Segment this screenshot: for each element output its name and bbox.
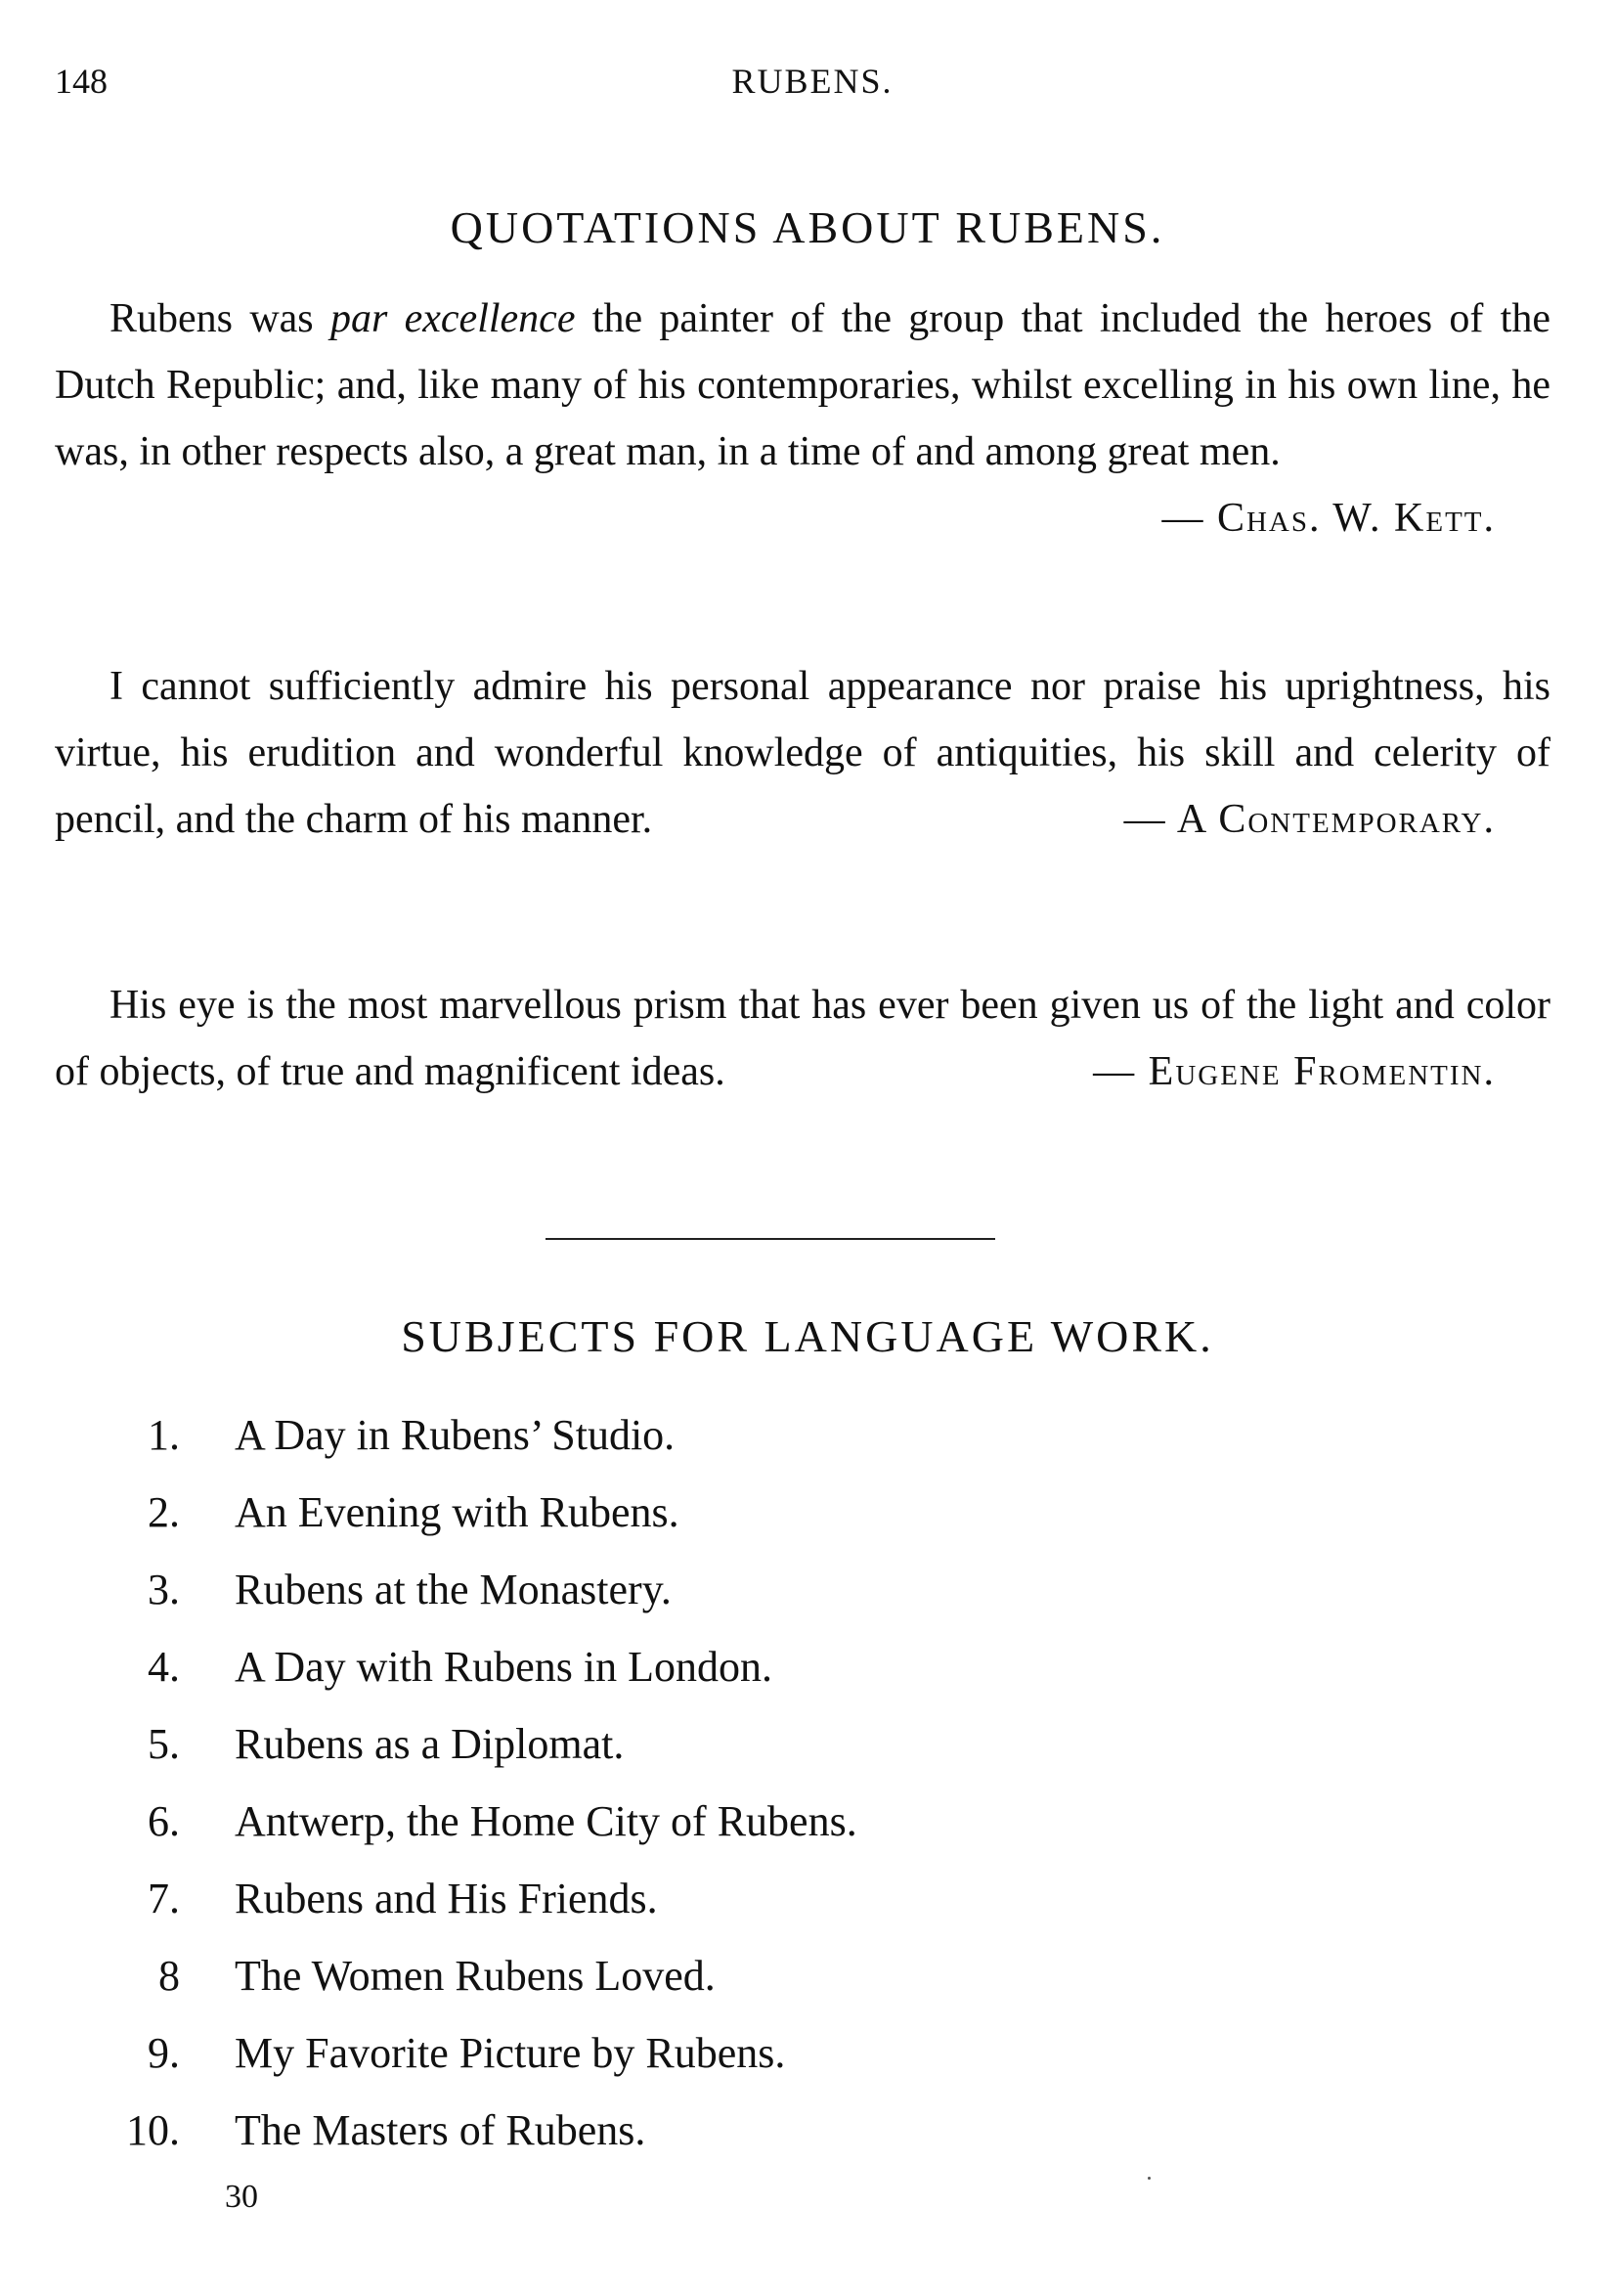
subject-item [0,1937,1615,2014]
subject-number: 3. [148,1566,180,1613]
quote-kett-text-after: the painter of the group that included the heroes of the Dutch Republic; and, like many of his contemporaries, whilst excelling in his own line, he was, in other respects also, a great man, in a time of and among great men. [55,296,1550,474]
quote-fromentin-author: — Eugene Fromentin. [1093,1049,1496,1094]
signature-mark: 30 [225,2179,258,2215]
subject-text: A Day with Rubens in London. [235,1643,772,1691]
subject-number: 7. [148,1875,180,1922]
subject-item [0,1628,1615,1705]
subject-number: 10. [126,2106,180,2154]
quote-kett-text-before: Rubens was [109,296,330,341]
running-title: RUBENS. [731,62,894,101]
subject-text: Rubens as a Diplomat. [235,1720,625,1768]
page-number: 148 [55,62,108,101]
subject-item [0,1860,1615,1937]
quote-kett-author: — Chas. W. Kett. [1161,496,1496,541]
subject-number: 8 [158,1952,180,2000]
subject-item [0,1474,1615,1551]
subject-number: 4. [148,1643,180,1691]
subjects-list [0,1396,1615,2169]
subject-text: An Evening with Rubens. [235,1488,679,1536]
print-speck [1148,2177,1151,2180]
subject-number: 1. [148,1411,180,1459]
section-divider [546,1238,995,1240]
subject-item [0,2014,1615,2092]
quote-kett-emphasis: par excellence [329,296,576,341]
subject-item [0,1551,1615,1628]
running-head [55,61,1550,110]
subject-number: 5. [148,1720,180,1768]
subject-number: 6. [148,1797,180,1845]
subject-text: Antwerp, the Home City of Rubens. [235,1797,857,1845]
quote-contemporary-author: — A Contemporary. [1123,797,1496,842]
subject-text: The Masters of Rubens. [235,2106,646,2154]
subject-item [0,1783,1615,1860]
subject-text: Rubens at the Monastery. [235,1566,672,1613]
subject-item [0,2092,1615,2169]
subject-item [0,1396,1615,1474]
quote-contemporary-text: I cannot sufficiently admire his personal appearance nor praise his uprightness, his virtue, his erudition and wonderful knowledge of antiquities, his skill and celerity of pencil, and the charm of his manner. [55,664,1550,842]
subject-number: 9. [148,2029,180,2077]
quote-kett [55,286,1550,552]
quote-contemporary [55,653,1550,853]
quotations-title: QUOTATIONS ABOUT RUBENS. [450,202,1165,252]
subject-text: A Day in Rubens’ Studio. [235,1411,676,1459]
subject-item [0,1705,1615,1783]
subject-text: The Women Rubens Loved. [235,1952,716,2000]
quote-fromentin-text: His eye is the most marvellous prism that has ever been given us of the light and color of objects, of true and magnificent ideas. [55,983,1550,1094]
quote-fromentin [55,972,1550,1105]
subject-number: 2. [148,1488,180,1536]
subject-text: Rubens and His Friends. [235,1875,658,1922]
subject-text: My Favorite Picture by Rubens. [235,2029,786,2077]
subjects-title: SUBJECTS FOR LANGUAGE WORK. [401,1311,1214,1361]
